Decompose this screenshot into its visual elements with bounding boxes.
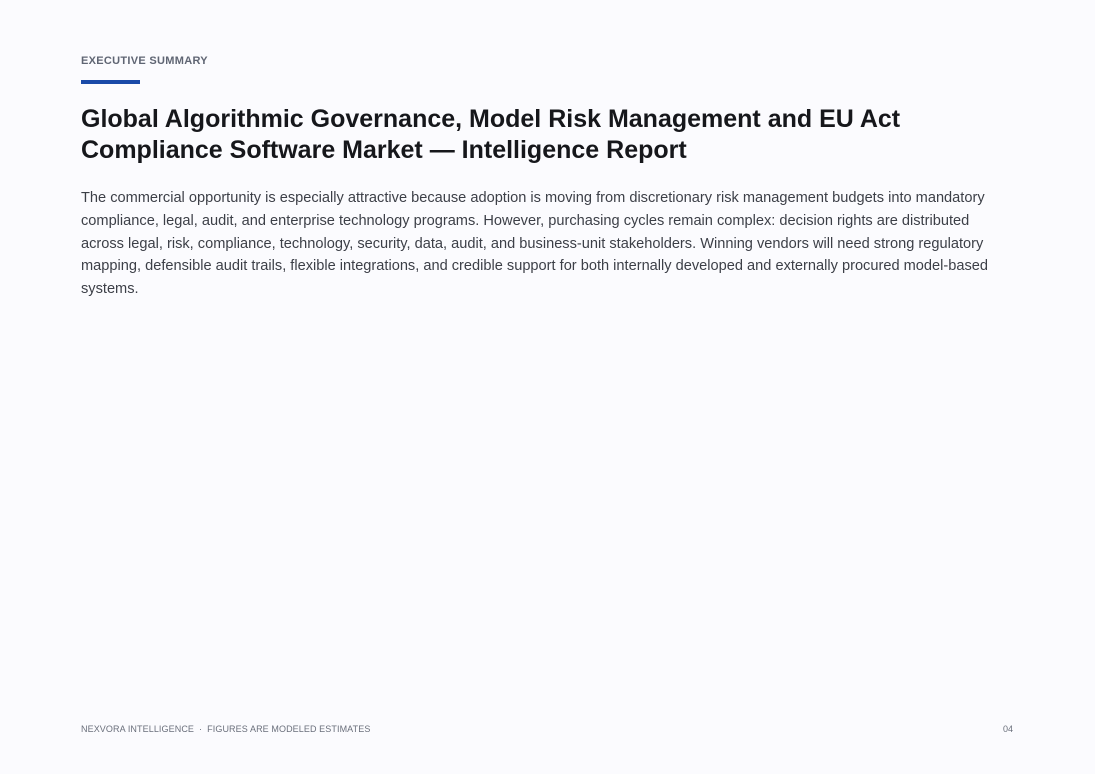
page-title-line-2: Compliance Software Market — Intelligence Report xyxy=(81,136,687,164)
footer-left xyxy=(81,724,370,734)
footer-separator: · xyxy=(199,724,203,734)
page-title xyxy=(81,104,1021,166)
section-label: EXECUTIVE SUMMARY xyxy=(81,55,208,67)
page-title-line-1: Global Algorithmic Governance, Model Risk Management and EU Act xyxy=(81,105,901,133)
executive-summary-paragraph: The commercial opportunity is especially attractive because adoption is moving from discretionary risk management budgets into mandatory compliance, legal, audit, and enterprise technology programs. However, purchasing cycles remain complex: decision rights are distributed across legal, risk, compliance, technology, security, data, audit, and business-unit stakeholders. Winning vendors will need strong regulatory mapping, defensible audit trails, flexible integrations, and credible support for both internally developed and externally procured model-based systems. xyxy=(81,190,988,298)
footer-note: FIGURES ARE MODELED ESTIMATES xyxy=(207,724,371,734)
footer-brand: NEXVORA INTELLIGENCE xyxy=(81,724,195,734)
page-number: 04 xyxy=(1002,724,1013,734)
accent-rule xyxy=(81,80,140,84)
